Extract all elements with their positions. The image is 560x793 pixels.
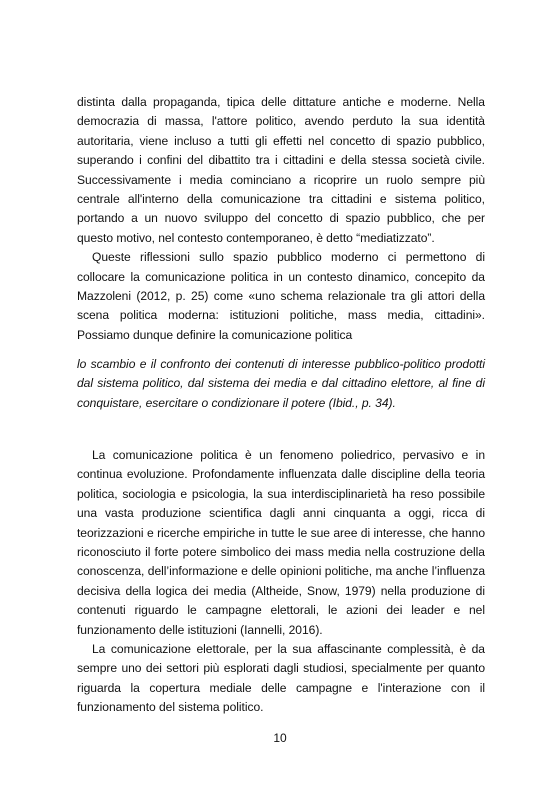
paragraph-political-communication: La comunicazione politica è un fenomeno poliedrico, pervasivo e in continua evoluzione. Profondamente influenzata dalle discipline della teoria politica, sociologia e psicologia, la sua interdisciplinarietà ha reso possibile una vasta produzione scientifica dagli anni cinquanta a oggi, ricca di teorizzazioni e ricerche empiriche in tutte le sue aree di interesse, che hanno riconosciuto il forte potere simbolico dei mass media nella costruzione della conoscenza, dell’informazione e delle opinioni politiche, ma anche l’influenza decisiva della logica dei media (Altheide, Snow, 1979) nella produzione di contenuti riguardo le campagne elettorali, le azioni dei leader e nel funzionamento delle istituzioni (Iannelli, 2016).: [77, 448, 485, 637]
block-quote-definition: [77, 355, 485, 413]
body-text-section-1: [77, 93, 485, 345]
quote-text: lo scambio e il confronto dei contenuti di interesse pubblico-politico prodotti dal sistema politico, dal sistema dei media e dal cittadino elettore, al fine di conquistare, esercitare o condizionare il potere (Ibid., p. 34).: [77, 357, 485, 410]
paragraph-public-space: Queste riflessioni sullo spazio pubblico moderno ci permettono di collocare la comunicazione politica in un contesto dinamico, concepito da Mazzoleni (2012, p. 25) come «uno schema relazionale tra gli attori della scena politica moderna: istituzioni politiche, mass media, cittadini». Possiamo dunque definire la comunicazione politica: [77, 250, 485, 342]
page-number: 10: [273, 731, 287, 745]
paragraph-continuation: distinta dalla propaganda, tipica delle dittature antiche e moderne. Nella democrazia di massa, l'attore politico, avendo perduto la sua identità autoritaria, viene incluso a tutti gli effetti nel concetto di spazio pubblico, superando i confini del dibattito tra i cittadini e della stessa società civile. Successivamente i media cominciano a ricoprire un ruolo sempre più centrale all'interno della comunicazione tra cittadini e sistema politico, portando a un nuovo sviluppo del concetto di spazio pubblico, che per questo motivo, nel contesto contemporaneo, è detto “mediatizzato”.: [77, 95, 485, 245]
paragraph-electoral-communication: La comunicazione elettorale, per la sua affascinante complessità, è da sempre uno dei settori più esplorati dagli studiosi, specialmente per quanto riguarda la copertura mediale delle campagne e l'interazione con il funzionamento del sistema politico.: [77, 642, 485, 715]
body-text-section-2: [77, 446, 485, 718]
